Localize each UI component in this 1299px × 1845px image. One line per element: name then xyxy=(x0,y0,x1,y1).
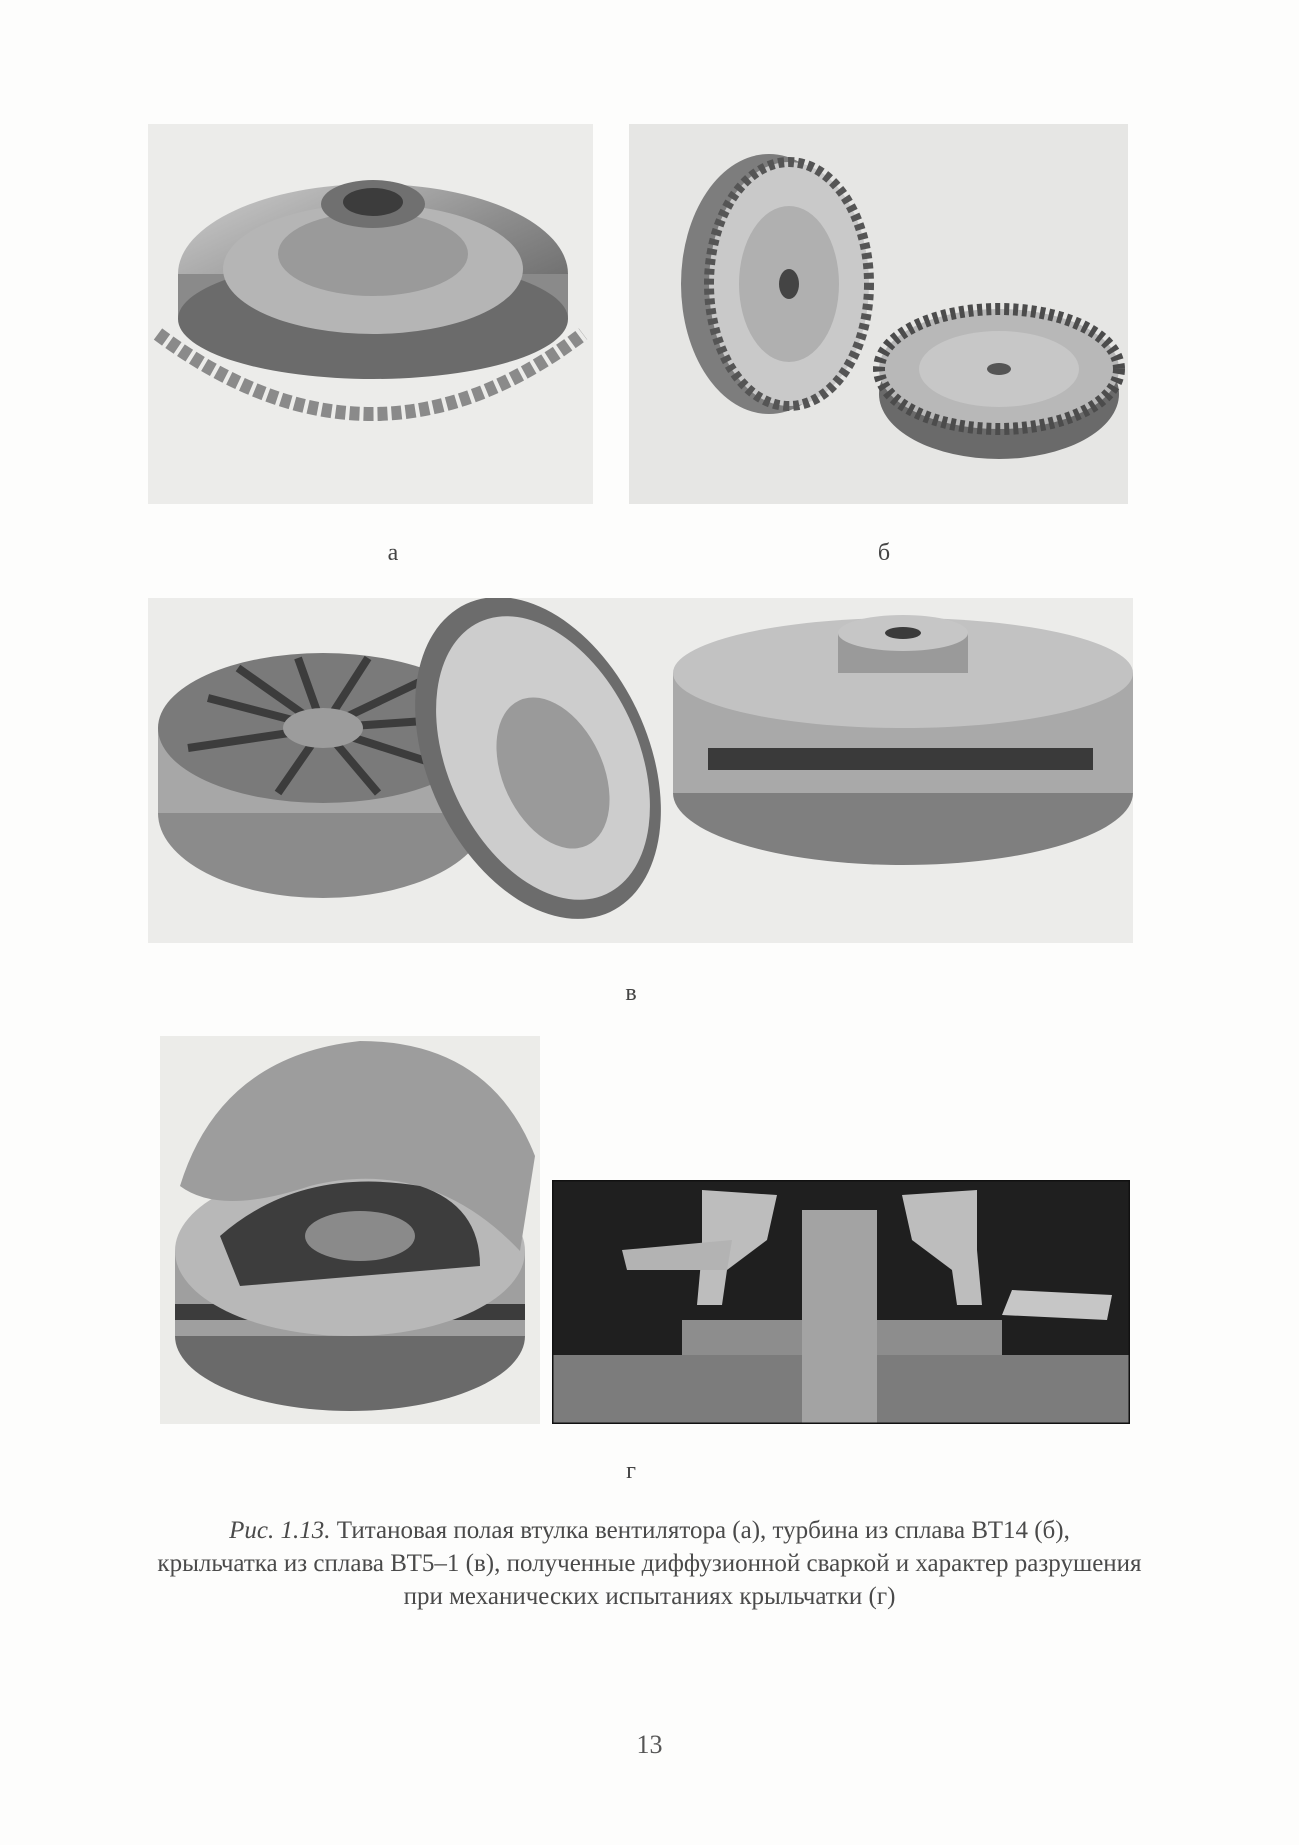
photo-fractured-impeller xyxy=(160,1036,540,1424)
page-number: 13 xyxy=(636,1730,663,1759)
photo-impeller xyxy=(148,598,1133,943)
figure-label-v: в xyxy=(625,980,637,1006)
impeller-image xyxy=(148,598,1133,943)
figure-caption xyxy=(130,1514,1169,1613)
caption-line-2: крыльчатка из сплава ВТ5–1 (в), полученные диффузионной сваркой и характер разрушения xyxy=(157,1550,1142,1577)
figure-label-b: б xyxy=(877,540,891,566)
caption-lead: Рис. 1.13. xyxy=(229,1517,331,1544)
fractured-impeller-image xyxy=(160,1036,540,1424)
photo-turbine xyxy=(629,124,1128,504)
photo-fan-hub xyxy=(148,124,593,504)
caption-line-1: Титановая полая втулка вентилятора (а), турбина из сплава ВТ14 (б), xyxy=(330,1517,1070,1544)
caption-line-3: при механических испытаниях крыльчатки (г) xyxy=(403,1583,896,1610)
turbine-image xyxy=(629,124,1128,504)
cross-section-image xyxy=(552,1180,1130,1424)
figure-label-g: г xyxy=(626,1458,636,1484)
photo-impeller-cross-section xyxy=(552,1180,1130,1424)
figure-label-a: а xyxy=(387,540,399,566)
fan-hub-image xyxy=(148,124,593,504)
